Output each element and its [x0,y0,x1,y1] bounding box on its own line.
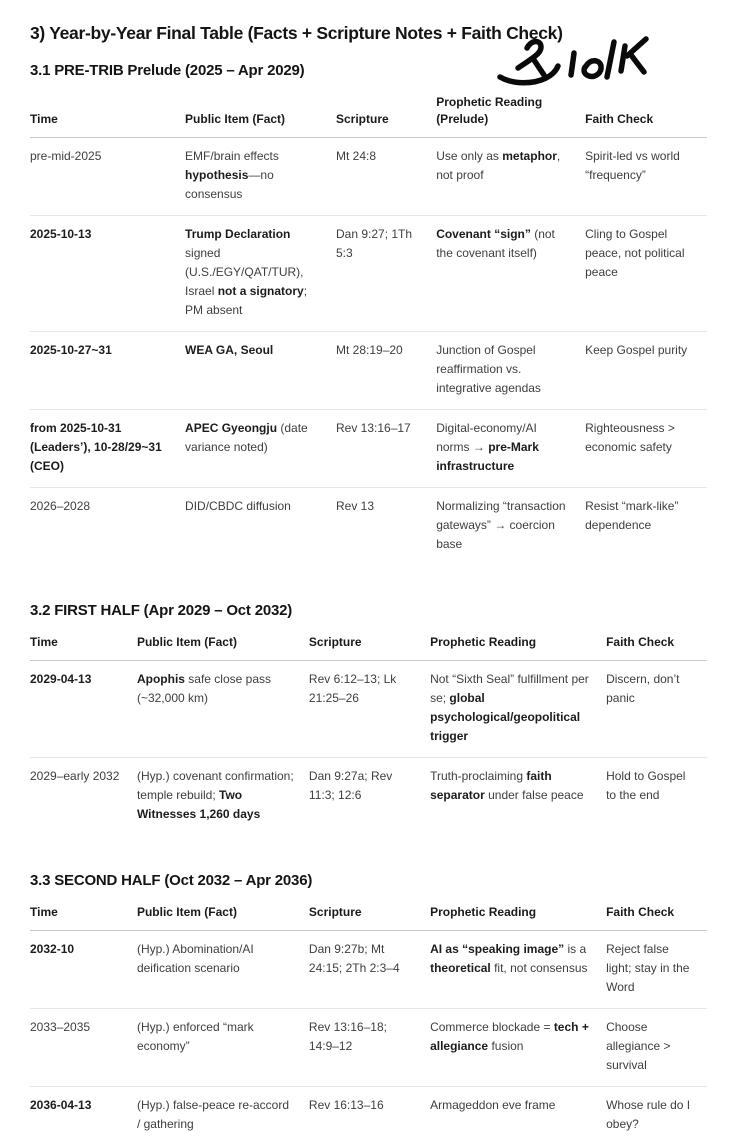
table-cell: (Hyp.) Abomination/AI deification scenario [137,930,309,1008]
table-cell: Junction of Gospel reaffirmation vs. integrative agendas [436,331,585,409]
table-cell: Rev 13:16–18; 14:9–12 [309,1008,430,1086]
table-cell: 2036-04-13 [30,1097,92,1112]
column-header: Faith Check [585,92,707,138]
column-header: Scripture [309,902,430,931]
section-heading: 3.2 FIRST HALF (Apr 2029 – Oct 2032) [30,601,293,619]
timeline-table [30,632,707,835]
table-cell: Mt 28:19–20 [336,331,436,409]
column-header: Scripture [309,632,430,661]
table-cell: Dan 9:27b; Mt 24:15; 2Th 2:3–4 [309,930,430,1008]
table-cell: Dan 9:27; 1Th 5:3 [336,215,436,331]
table-cell: Not “Sixth Seal” fulfillment per se; global psychological/geopolitical trigger [430,660,606,757]
table-cell: Resist “mark-like” dependence [585,498,679,532]
table-cell: Keep Gospel purity [585,331,707,409]
table-cell: WEA GA, Seoul [185,331,336,409]
section-heading: 3.1 PRE-TRIB Prelude (2025 – Apr 2029) [30,61,305,79]
table-cell: 2025-10-13 [30,215,185,331]
column-header: Public Item (Fact) [137,902,309,931]
table-cell: APEC Gyeongju (date variance noted) [185,409,336,487]
table-cell: Normalizing “transaction gateways” → coercion base [436,498,566,551]
table-cell: Cling to Gospel peace, not political peace [585,215,707,331]
table-cell: Apophis safe close pass (~32,000 km) [137,660,309,757]
table-cell: Digital-economy/AI norms → pre-Mark infrastructure [436,409,585,487]
table-cell: Covenant “sign” (not the covenant itself) [436,215,585,331]
column-header: Public Item (Fact) [137,632,309,661]
table-cell: Truth-proclaiming faith separator under false peace [430,768,584,802]
column-header: Public Item (Fact) [185,92,336,138]
table-cell: Spirit-led vs world “frequency” [585,137,707,215]
table-row [30,409,707,487]
table-cell: Mt 24:8 [336,137,436,215]
table-row [30,487,707,565]
table-cell: (Hyp.) false-peace re-accord / gathering [136,1097,290,1131]
column-header: Scripture [336,92,436,138]
table-cell: Righteousness > economic safety [585,409,707,487]
table-cell: from 2025-10-31 (Leaders’), 10-28/29~31 (CEO) [30,409,185,487]
table-cell: Rev 13 [336,498,375,513]
timeline-table [30,902,707,1145]
table-cell: Rev 16:13–16 [308,1097,384,1112]
column-header: Time [30,902,137,931]
column-header: Faith Check [606,902,707,931]
table-cell: AI as “speaking image” is a theoretical fit, not consensus [430,930,606,1008]
column-header: Time [30,632,137,661]
table-cell: 2029–early 2032 [30,768,120,783]
table-row [30,331,707,409]
table-cell: Dan 9:27a; Rev 11:3; 12:6 [308,768,393,802]
table-cell: 2026–2028 [30,498,91,513]
table-cell: Trump Declaration signed (U.S./EGY/QAT/TUR), Israel not a signatory; PM absent [185,215,336,331]
column-header: Prophetic Reading (Prelude) [436,92,585,138]
table-cell: Commerce blockade = tech + allegiance fusion [430,1008,606,1086]
table-cell: Discern, don’t panic [606,660,707,757]
table-cell: Rev 13:16–17 [336,409,436,487]
section-1 [30,62,707,565]
table-cell: 2025-10-27~31 [30,331,185,409]
table-row [30,930,707,1008]
table-cell: Reject false light; stay in the Word [606,930,707,1008]
table-cell: EMF/brain effects hypothesis—no consensus [185,137,336,215]
section-3 [30,872,707,1145]
table-cell: Hold to Gospel to the end [606,768,686,802]
section-heading: 3.3 SECOND HALF (Oct 2032 – Apr 2036) [30,871,313,889]
table-cell: (Hyp.) enforced “mark economy” [137,1008,309,1086]
table-cell: (Hyp.) covenant confirmation; temple rebuild; Two Witnesses 1,260 days [136,768,294,821]
header-row [30,632,707,661]
table-row [30,137,707,215]
table-cell: Rev 6:12–13; Lk 21:25–26 [309,660,430,757]
table-cell: 2032-10 [30,930,137,1008]
page-title: 3) Year-by-Year Final Table (Facts + Scripture Notes + Faith Check) [30,23,563,43]
table-row [30,757,707,835]
table-cell: Choose allegiance > survival [606,1008,707,1086]
header-row [30,902,707,931]
table-cell: Armageddon eve frame [430,1097,556,1112]
table-row [30,1086,707,1145]
table-cell: DID/CBDC diffusion [185,498,291,513]
column-header: Time [30,92,185,138]
table-cell: pre-mid-2025 [30,137,185,215]
table-cell: Use only as metaphor, not proof [436,137,585,215]
table-row [30,215,707,331]
header-row [30,92,707,138]
table-cell: 2033–2035 [30,1008,137,1086]
table-row [30,660,707,757]
section-2 [30,602,707,835]
column-header: Prophetic Reading [430,902,606,931]
column-header: Prophetic Reading [430,632,606,661]
column-header: Faith Check [606,632,707,661]
sections-container [30,62,707,1145]
table-cell: 2029-04-13 [30,660,137,757]
table-cell: Whose rule do I obey? [606,1097,691,1131]
timeline-table [30,92,707,565]
table-row [30,1008,707,1086]
